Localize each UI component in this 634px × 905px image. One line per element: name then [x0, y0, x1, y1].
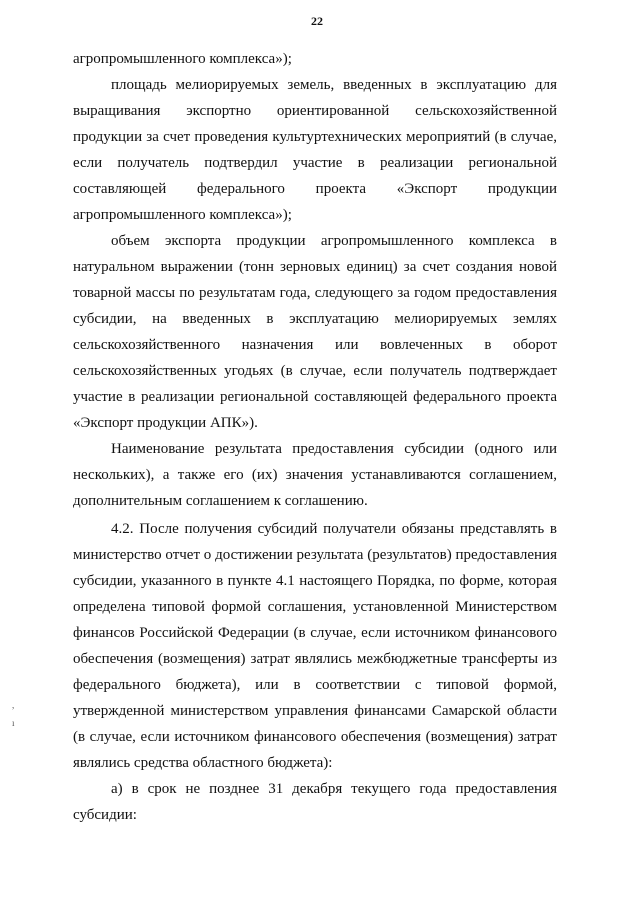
document-body — [73, 46, 557, 828]
page-number: 22 — [311, 14, 323, 28]
paragraph-melioration-area: площадь мелиорируемых земель, введенных в эксплуатацию для выращивания экспортно ориентированной сельскохозяйственной продукции за счет проведения культуртехнических мероприятий (в случае, если получатель подтвердил участие в реализации региональной составляющей федерального проекта «Экспорт продукции агропромышленного комплекса»); — [73, 77, 557, 223]
paragraph-continuation: агропромышленного комплекса»); — [73, 51, 292, 67]
paragraph-item-a: а) в срок не позднее 31 декабря текущего года предоставления субсидии: — [73, 781, 557, 823]
paragraph-export-volume: объем экспорта продукции агропромышленного комплекса в натуральном выражении (тонн зерновых единиц) за счет создания новой товарной массы по результатам года, следующего за годом предоставления субсидии, на введенных в эксплуатацию мелиорируемых землях сельскохозяйственного назначения или вовлеченных в оборот сельскохозяйственных угодьях (в случае, если получатель подтверждает участие в реализации региональной составляющей федерального проекта «Экспорт продукции АПК»). — [73, 233, 557, 431]
scan-mark: ı — [12, 718, 15, 728]
paragraph-result-name: Наименование результата предоставления субсидии (одного или нескольких), а также его (их) значения устанавливаются соглашением, дополнительным соглашением к соглашению. — [73, 441, 557, 509]
paragraph-section-4-2: 4.2. После получения субсидий получатели обязаны представлять в министерство отчет о достижении результата (результатов) предоставления субсидии, указанного в пункте 4.1 настоящего Порядка, по форме, которая определена типовой формой соглашения, установленной Министерством финансов Российской Федерации (в случае, если источником финансового обеспечения (возмещения) затрат являлись межбюджетные трансферты из федерального бюджета), или в соответствии с типовой формой, утвержденной министерством управления финансами Самарской области (в случае, если источником финансового обеспечения (возмещения) затрат являлись средства областного бюджета): — [73, 521, 557, 771]
scan-mark: , — [12, 700, 15, 710]
